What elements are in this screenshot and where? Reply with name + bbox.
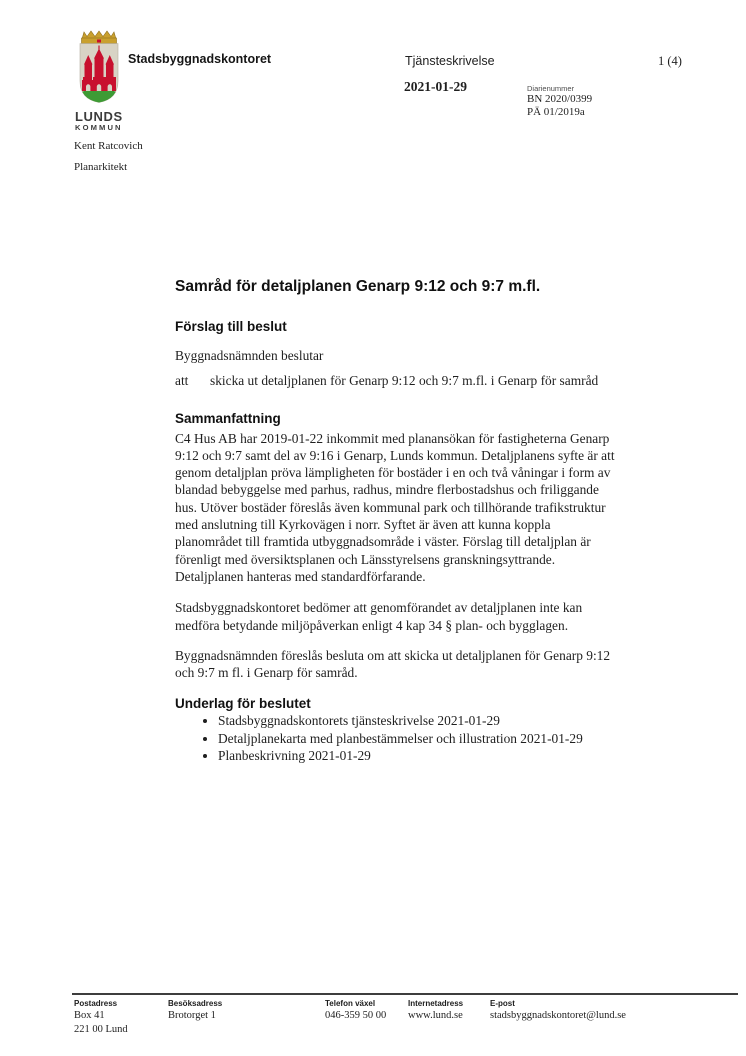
footer-visiting-address [168,999,222,1023]
footer-divider [72,993,738,995]
document-body [175,277,617,764]
footer-internet-address [408,999,463,1023]
summary-paragraph-2: Stadsbyggnadskontoret bedömer att genomförandet av detaljplanen inte kan medföra betydande miljöpåverkan enligt 4 kap 34 § plan- och bygglagen. [175,600,583,633]
footer-postal-address [74,999,128,1037]
footer-telephone [325,999,386,1023]
list-item: • Planbeskrivning 2021-01-29 [218,747,617,764]
footer-value: Brotorget 1 [168,1010,216,1021]
supporting-documents-list [175,712,617,764]
list-item: • Detaljplanekarta med planbestämmelser och illustration 2021-01-29 [218,730,617,747]
footer-value: www.lund.se [408,1010,463,1021]
footer-value: Box 41 [74,1010,105,1021]
section-heading-forslag-till-beslut: Förslag till beslut [175,319,287,334]
footer-label: Internetadress [408,999,464,1008]
footer-email [490,999,626,1023]
author-name: Kent Ratcovich [74,140,143,152]
diary-number-block [527,84,592,119]
footer-label: Besöksadress [168,999,223,1008]
page-number: 1 (4) [658,54,682,68]
document-title: Samråd för detaljplanen Genarp 9:12 och 9:7 m.fl. [175,278,541,295]
footer-label: Telefon växel [325,999,376,1008]
lund-kommun-logo [75,29,135,132]
footer-value: 221 00 Lund [74,1024,128,1035]
att-label: att [175,373,189,389]
section-heading-sammanfattning: Sammanfattning [175,410,281,426]
footer-label: Postadress [74,999,118,1008]
decision-att-row [175,372,617,389]
footer-value: 046-359 50 00 [325,1010,387,1021]
att-text: skicka ut detaljplanen för Genarp 9:12 och 9:7 m.fl. i Genarp för samråd [210,373,599,389]
diary-number-2: PÄ 01/2019a [527,106,585,118]
logo-text-kommun: KOMMUN [75,123,123,132]
author-title: Planarkitekt [74,161,128,173]
summary-paragraph-3: Byggnadsnämnden föreslås besluta om att skicka ut detaljplanen för Genarp 9:12 och 9:7 m fl. i Genarp för samråd. [175,647,611,681]
decision-intro: Byggnadsnämnden beslutar [175,348,324,363]
document-type-label: Tjänsteskrivelse [405,54,495,68]
diary-number-1: BN 2020/0399 [527,93,593,105]
section-heading-underlag-for-beslutet: Underlag för beslutet [175,696,311,712]
organization-name: Stadsbyggnadskontoret [128,52,272,66]
footer-label: E-post [490,999,515,1008]
list-item: • Stadsbyggnadskontorets tjänsteskrivelse 2021-01-29 [218,712,617,729]
lund-coat-of-arms-icon [75,90,123,107]
logo-text-lunds: LUNDS [75,109,123,124]
document-date: 2021-01-29 [404,79,467,94]
summary-paragraph-1: C4 Hus AB har 2019-01-22 inkommit med planansökan för fastigheterna Genarp 9:12 och 9:7 samt del av 9:16 i Genarp, Lunds kommun. Detaljplanens syfte är att genom detaljplan pröva lämpligheten för bostäder i en och två våningar i form av blandad bebyggelse med parhus, radhus, mindre flerbostadshus och friliggande hus. Utöver bostäder föreslås även kommunal park och tillhörande trafikstruktur med anslutning till Kyrkovägen i norr. Syftet är även att kunna koppla planområdet till framtida utbyggnadsområde i väster. Förslag till detaljplan är förenligt med översiktsplanen och Länsstyrelsens granskningsyttrande. Detaljplanen hanteras med standardförfarande. [175,430,615,584]
diary-number-label: Diarienummer [527,84,575,93]
footer-value: stadsbyggnadskontoret@lund.se [490,1010,626,1021]
